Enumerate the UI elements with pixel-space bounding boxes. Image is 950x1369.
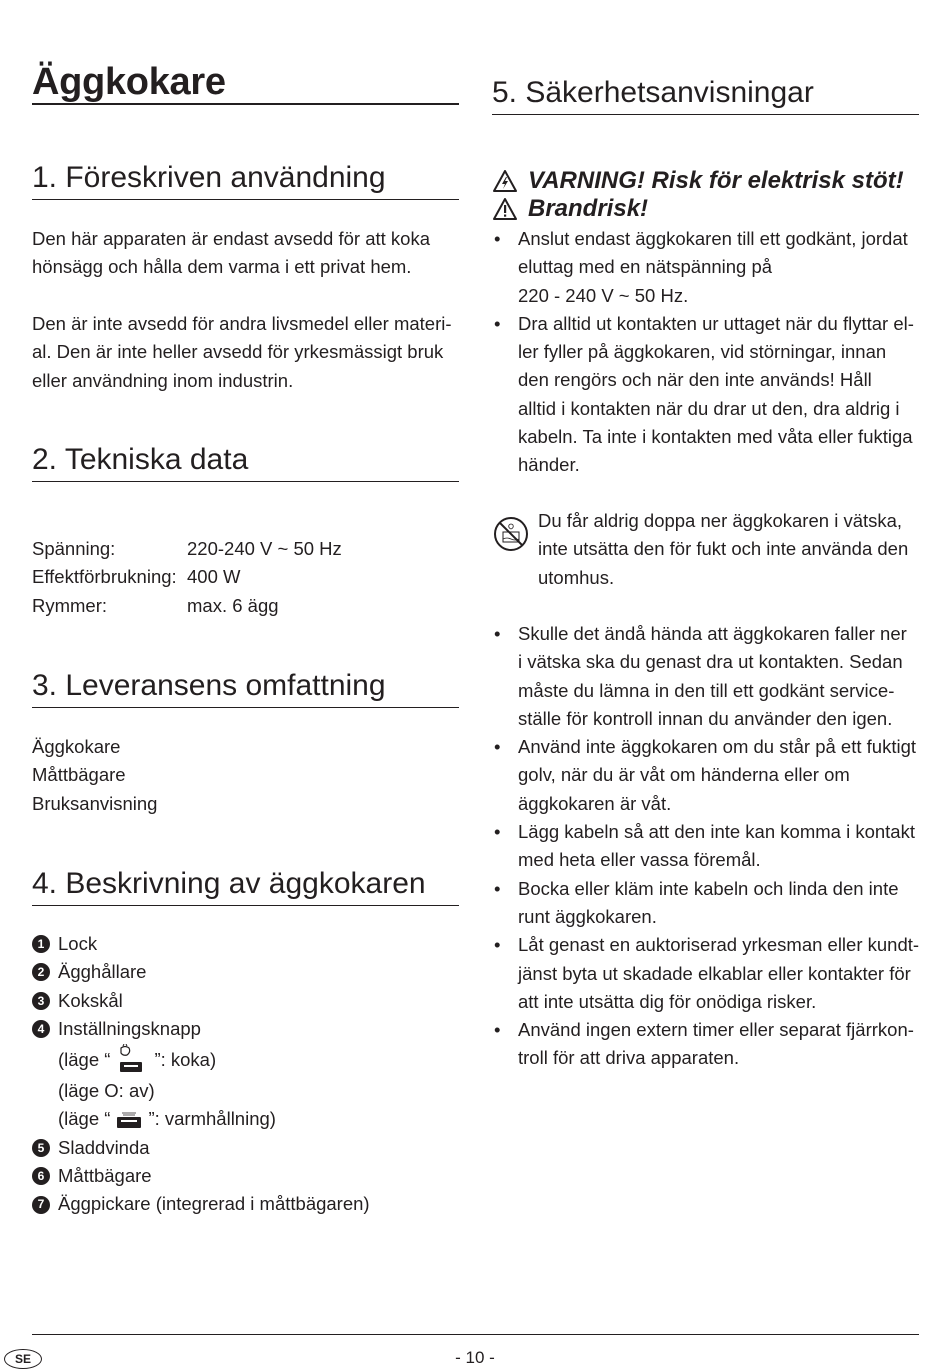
part-label: Måttbägare [58, 1165, 152, 1187]
bullet-mark: • [494, 312, 501, 334]
list-item [32, 1134, 370, 1162]
tech-row [32, 563, 342, 591]
part-label: Äggpickare (integrerad i måttbägaren) [58, 1193, 370, 1215]
list-item [492, 620, 919, 733]
bullet-mark: • [494, 821, 501, 843]
bullet-mark: • [494, 877, 501, 899]
electric-warning-icon [492, 169, 518, 193]
list-item [492, 1016, 919, 1073]
section-1-heading: 1. Föreskriven användning [32, 160, 459, 200]
number-badge: 5 [32, 1139, 50, 1157]
list-item [32, 987, 370, 1015]
text-line: golv, när du är våt om händerna eller om [518, 764, 850, 786]
text-line: måste du lämna in den till ett godkänt service- [518, 679, 895, 701]
mode-text: (läge “ [58, 1108, 111, 1130]
number-badge: 6 [32, 1167, 50, 1185]
safety-list-2 [492, 620, 919, 1073]
mode-off [32, 1077, 370, 1105]
mode-cook [32, 1043, 370, 1077]
egg-cooker-icon [112, 1044, 152, 1076]
text-line: alltid i kontakten när du drar ut den, dra aldrig i [518, 397, 900, 419]
bullet-mark: • [494, 623, 501, 644]
text-line: kabeln. Ta inte i kontakten med våta eller fuktiga [518, 426, 913, 448]
text-line: äggkokaren är våt. [518, 792, 672, 814]
tech-key: Effektförbrukning: [32, 566, 177, 588]
footer-divider [32, 1334, 919, 1335]
section-1-paragraph-1 [32, 225, 430, 282]
bullet-mark: • [494, 228, 501, 249]
safety-list-1 [492, 225, 914, 480]
list-item [32, 958, 370, 986]
text-line: hönsägg och hålla dem varma i ett privat hem. [32, 256, 412, 278]
delivery-list [32, 733, 157, 818]
list-item [492, 818, 919, 875]
list-item [32, 1162, 370, 1190]
text-line: al. Den är inte heller avsedd för yrkesmässigt bruk [32, 341, 444, 363]
bullet-mark: • [494, 736, 501, 758]
text-line: ställe för kontroll innan du använder den igen. [518, 707, 893, 729]
tech-value: 400 W [187, 566, 241, 588]
number-badge: 2 [32, 963, 50, 981]
list-item: Äggkokare [32, 736, 121, 757]
tech-value: max. 6 ägg [187, 594, 279, 616]
text-line: Anslut endast äggkokaren till ett godkänt, jordat [518, 228, 908, 249]
section-4-heading: 4. Beskrivning av äggkokaren [32, 866, 459, 906]
list-item [492, 931, 919, 1016]
text-line: Skulle det ändå hända att äggkokaren faller ner [518, 623, 907, 644]
text-line: 220 - 240 V ~ 50 Hz. [518, 284, 689, 306]
text-line: runt äggkokaren. [518, 905, 657, 927]
text-line: eller användning inom industrin. [32, 369, 294, 391]
list-item [492, 225, 914, 310]
list-item [492, 733, 919, 818]
part-label: Ägghållare [58, 961, 147, 983]
tech-key: Rymmer: [32, 594, 108, 616]
text-line: att inte utsätta dig för onödiga risker. [518, 990, 817, 1012]
warning-heading [492, 167, 904, 223]
text-line: troll för att driva apparaten. [518, 1047, 740, 1069]
no-immersion-icon [492, 515, 530, 553]
text-line: ler fyller på äggkokaren, vid störningar, innan [518, 341, 887, 363]
language-badge: SE [4, 1349, 42, 1369]
text-line: Använd ingen extern timer eller separat fjärrkon- [518, 1019, 914, 1041]
page-number: - 10 - [455, 1348, 495, 1367]
text-line: med heta eller vassa föremål. [518, 849, 761, 871]
text-line: utomhus. [538, 566, 615, 588]
warning-line [492, 195, 904, 223]
tech-key: Spänning: [32, 538, 116, 559]
text-line: den rengörs och när den inte används! Håll [518, 369, 872, 391]
mode-text: ”: koka) [154, 1049, 217, 1071]
mode-text: ”: varmhållning) [148, 1108, 276, 1130]
text-line: Dra alltid ut kontakten ur uttaget när du flyttar el- [518, 312, 914, 334]
list-item: Måttbägare [32, 764, 126, 786]
section-1-paragraph-2 [32, 310, 452, 395]
text-line: Den här apparaten är endast avsedd för att koka [32, 228, 431, 249]
tech-row [32, 535, 342, 563]
warning-triangle-icon [492, 197, 518, 221]
text-line: eluttag med en nätspänning på [518, 256, 773, 278]
no-immersion-note [492, 507, 908, 592]
list-item [492, 875, 919, 932]
part-label: Lock [58, 933, 98, 954]
mode-keep-warm [32, 1105, 370, 1133]
number-badge: 7 [32, 1196, 50, 1214]
tech-value: 220-240 V ~ 50 Hz [187, 538, 342, 559]
number-badge: 4 [32, 1020, 50, 1038]
bullet-mark: • [494, 1019, 501, 1041]
list-item [32, 930, 370, 958]
warning-text: Brandrisk! [528, 195, 649, 222]
list-item [32, 1190, 370, 1218]
text-line: jänst byta ut skadade elkablar eller kontakter för [518, 962, 911, 984]
number-badge: 3 [32, 992, 50, 1010]
list-item: Bruksanvisning [32, 792, 158, 814]
number-badge: 1 [32, 935, 50, 953]
keep-warm-icon [112, 1109, 146, 1131]
warning-text: VARNING! Risk för elektrisk stöt! [528, 167, 904, 194]
text-line: Den är inte avsedd för andra livsmedel eller materi- [32, 313, 452, 334]
bullet-mark: • [494, 934, 501, 956]
list-item [492, 310, 914, 480]
page-title: Äggkokare [32, 58, 459, 105]
text-line: inte utsätta den för fukt och inte använda den [538, 538, 909, 560]
mode-text: (läge O: av) [58, 1080, 155, 1102]
list-item [32, 1015, 370, 1043]
section-3-heading: 3. Leveransens omfattning [32, 668, 459, 708]
part-label: Inställningsknapp [58, 1017, 201, 1039]
text-line: Du får aldrig doppa ner äggkokaren i vätska, [538, 510, 903, 531]
part-label: Sladdvinda [58, 1136, 150, 1158]
text-line: Använd inte äggkokaren om du står på ett fuktigt [518, 736, 916, 758]
text-line: Bocka eller kläm inte kabeln och linda den inte [518, 877, 899, 899]
tech-row [32, 592, 342, 620]
section-2-heading: 2. Tekniska data [32, 442, 459, 482]
mode-text: (läge “ [58, 1049, 111, 1071]
part-label: Kokskål [58, 989, 123, 1011]
warning-line [492, 167, 904, 195]
text-line: händer. [518, 454, 580, 476]
text-line: i vätska ska du genast dra ut kontakten. Sedan [518, 651, 903, 673]
text-line: Låt genast en auktoriserad yrkesman eller kundt- [518, 934, 920, 956]
text-line: Lägg kabeln så att den inte kan komma i kontakt [518, 821, 915, 843]
tech-data-table [32, 535, 342, 620]
parts-list [32, 930, 370, 1219]
section-5-heading: 5. Säkerhetsanvisningar [492, 75, 919, 115]
